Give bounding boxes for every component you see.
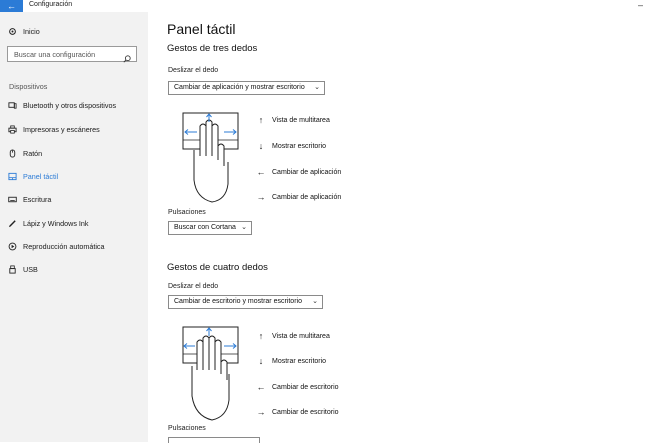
sidebar-item-label: Reproducción automática (23, 241, 105, 251)
sidebar-item-bluetooth[interactable] (0, 96, 148, 114)
pen-icon (8, 219, 17, 228)
printer-icon (8, 125, 17, 134)
sidebar-item-label: Ratón (23, 148, 43, 158)
sidebar-item-mouse[interactable] (0, 144, 148, 162)
four-finger-taps-label: Pulsaciones (168, 425, 206, 432)
search-placeholder: Buscar una configuración (14, 50, 96, 59)
back-arrow-icon: ← (7, 1, 16, 11)
gesture-label: Cambiar de aplicación (272, 168, 342, 176)
three-finger-taps-dropdown[interactable] (168, 221, 252, 235)
gesture-row (255, 330, 330, 342)
search-icon[interactable] (123, 50, 131, 68)
three-finger-swipe-dropdown[interactable] (168, 81, 325, 95)
gesture-row (255, 140, 326, 152)
arrow-left-icon: ← (256, 167, 266, 177)
four-finger-gesture-illustration (180, 324, 242, 424)
bluetooth-icon (8, 101, 17, 110)
mouse-icon (8, 149, 17, 158)
keyboard-icon (8, 195, 17, 204)
arrow-up-icon: ↑ (258, 115, 264, 125)
sidebar-item-printers[interactable] (0, 120, 148, 138)
usb-icon (8, 265, 17, 274)
gesture-label: Vista de multitarea (272, 332, 330, 340)
sidebar-item-label: Escritura (23, 194, 52, 204)
window-title: Configuración (29, 1, 73, 8)
four-finger-swipe-label: Deslizar el dedo (168, 283, 219, 290)
three-finger-swipe-label: Deslizar el dedo (168, 67, 219, 74)
gesture-label: Mostrar escritorio (272, 142, 327, 150)
sidebar-item-usb[interactable] (0, 260, 148, 278)
arrow-right-icon: → (256, 192, 266, 202)
arrow-right-icon: → (256, 407, 266, 417)
sidebar-item-label: Bluetooth y otros dispositivos (23, 100, 117, 110)
arrow-down-icon: ↓ (258, 356, 264, 366)
gesture-row (255, 355, 326, 367)
sidebar-item-label: Impresoras y escáneres (23, 124, 100, 134)
sidebar-item-home[interactable] (0, 22, 148, 40)
sidebar-item-label: Lápiz y Windows Ink (23, 218, 89, 228)
gesture-row (255, 166, 341, 178)
gesture-label: Cambiar de escritorio (272, 383, 339, 391)
gesture-row (255, 114, 330, 126)
gesture-label: Cambiar de aplicación (272, 193, 342, 201)
page-title: Panel táctil (167, 21, 236, 37)
sidebar-item-label: Panel táctil (23, 171, 59, 181)
close-icon[interactable]: – (637, 0, 643, 10)
three-finger-heading: Gestos de tres dedos (167, 43, 258, 54)
sidebar-item-typing[interactable] (0, 190, 148, 208)
four-finger-swipe-dropdown[interactable] (168, 295, 323, 309)
arrow-left-icon: ← (256, 382, 266, 392)
dropdown-value: Cambiar de escritorio y mostrar escritorio (174, 298, 302, 305)
touchpad-icon (8, 172, 17, 181)
back-button[interactable] (0, 0, 23, 12)
gesture-row (255, 191, 341, 203)
sidebar-item-pen[interactable] (0, 214, 148, 232)
dropdown-value: Cambiar de aplicación y mostrar escritorio (174, 84, 305, 91)
sidebar-item-touchpad[interactable] (0, 167, 148, 185)
sidebar (0, 12, 148, 442)
four-finger-taps-dropdown[interactable] (168, 437, 260, 443)
arrow-up-icon: ↑ (258, 331, 264, 341)
gesture-label: Cambiar de escritorio (272, 408, 339, 416)
chevron-down-icon: ⌄ (241, 224, 247, 231)
three-finger-taps-label: Pulsaciones (168, 209, 206, 216)
chevron-down-icon: ⌄ (312, 298, 318, 305)
gesture-label: Vista de multitarea (272, 116, 330, 124)
gesture-label: Mostrar escritorio (272, 357, 327, 365)
dropdown-value: Buscar con Cortana (174, 224, 236, 231)
gesture-row (255, 381, 339, 393)
search-input[interactable] (7, 46, 137, 62)
home-gear-icon (8, 27, 17, 36)
title-bar (0, 0, 649, 12)
sidebar-item-autoplay[interactable] (0, 237, 148, 255)
sidebar-item-label: USB (23, 264, 38, 274)
three-finger-gesture-illustration (180, 110, 242, 206)
four-finger-heading: Gestos de cuatro dedos (167, 262, 268, 273)
gesture-row (255, 406, 339, 418)
autoplay-icon (8, 242, 17, 251)
arrow-down-icon: ↓ (258, 141, 264, 151)
sidebar-item-label: Inicio (23, 26, 40, 36)
chevron-down-icon: ⌄ (314, 84, 320, 91)
section-label: Dispositivos (9, 82, 48, 91)
